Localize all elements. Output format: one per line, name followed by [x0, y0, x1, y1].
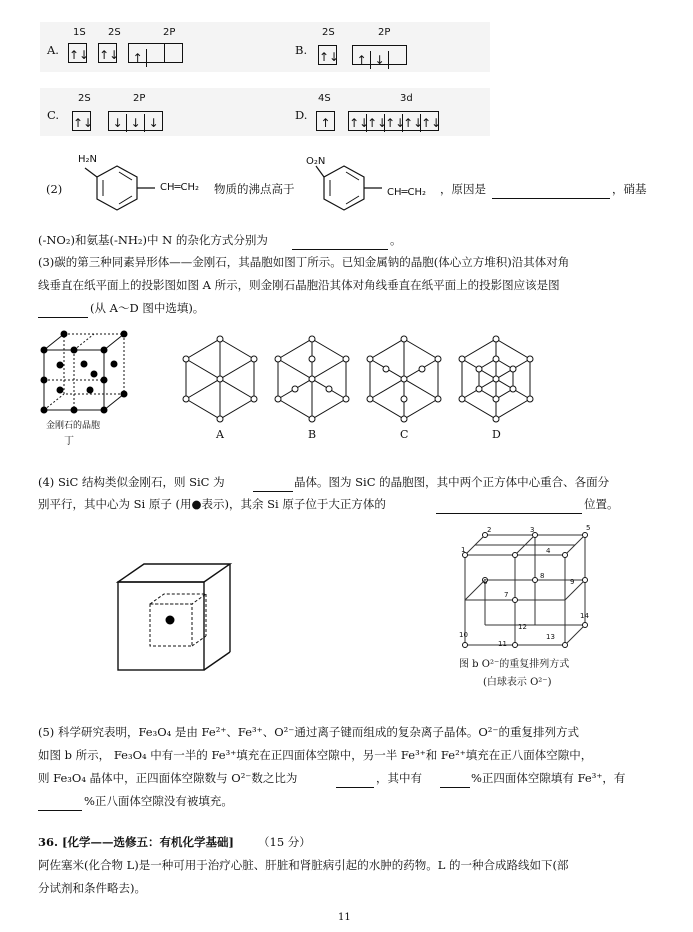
q5-answer-blank-1[interactable]: [336, 775, 374, 788]
orbital-cell: ↑↓: [403, 115, 424, 130]
q2-mol2-substituent: O₂N: [306, 156, 326, 167]
option-d-letter: D.: [295, 108, 308, 122]
orbital-cell: [389, 46, 406, 64]
q4-answer-blank-1[interactable]: [253, 479, 293, 492]
orbital-cell: ↑↓: [99, 47, 120, 62]
diamond-unit-cell-diagram: [38, 330, 138, 420]
si-center-atom: [166, 616, 175, 625]
figure-b-node-label: 2: [487, 526, 492, 534]
q5-line3a: 则 Fe₃O₄ 晶体中，正四面体空隙数与 O²⁻数之比为: [38, 771, 298, 785]
figure-b-oxygen-lattice: [455, 525, 605, 650]
orbital-label: 1S: [73, 27, 86, 38]
q2-line2-end: 。: [390, 233, 402, 247]
figure-b-node-label: 4: [546, 547, 551, 555]
projection-label-d: D: [492, 428, 501, 441]
q4-line2: 别平行，其中心为 Si 原子 (用●表示)，其余 Si 原子位于大正方体的: [38, 497, 386, 511]
page-number: 11: [338, 912, 351, 923]
projection-d: [459, 336, 533, 422]
figure-b-node-label: 14: [580, 612, 589, 620]
figure-b-node-label: 8: [540, 572, 545, 580]
orbital-cell: [147, 44, 165, 62]
figure-b-node-label: 3: [530, 526, 535, 534]
q2-text-mid: 物质的沸点高于: [214, 182, 295, 196]
option-c-letter: C.: [47, 108, 60, 122]
orbital-cell: ↑↓: [385, 115, 406, 130]
orbital-diagram-b: [318, 44, 407, 65]
projection-diagrams: [180, 335, 530, 425]
q5-answer-blank-2[interactable]: [440, 775, 470, 788]
orbital-cell: ↓: [148, 115, 159, 130]
q2-text-tail2: ，硝基: [612, 182, 647, 196]
q4-line1: (4) SiC 结构类似金刚石，则 SiC 为: [38, 475, 225, 489]
q2-answer-blank-2[interactable]: [292, 237, 388, 250]
orbital-cell: ↓: [127, 114, 145, 132]
orbital-label: 2P: [378, 27, 391, 38]
orbital-cell: [165, 44, 182, 62]
orbital-diagram-c: [72, 110, 163, 131]
orbital-label: 2S: [108, 27, 121, 38]
figure-b-node-label: 9: [570, 578, 575, 586]
q2-mol1-chain: CH═CH₂: [160, 182, 200, 193]
projection-label-a: A: [216, 428, 224, 441]
projection-label-c: C: [400, 428, 409, 441]
orbital-diagram-a: [68, 42, 183, 63]
orbital-cell: ↓: [371, 51, 389, 69]
orbital-label: 2S: [322, 27, 335, 38]
q4-line2b: 位置。: [584, 497, 619, 511]
orbital-label: 4S: [318, 93, 331, 104]
figure-b-caption-note: (白球表示 O²⁻): [483, 677, 552, 688]
q5-line3c: %正四面体空隙填有 Fe³⁺，有: [471, 771, 626, 785]
q5-line2: 如图 b 所示， Fe₃O₄ 中有一半的 Fe³⁺填充在正四面体空隙中，另一半 Fe³⁺和 Fe²⁺填充在正八面体空隙中，: [38, 748, 593, 762]
q4-line1b: 晶体。图为 SiC 的晶胞图，其中两个正方体中心重合、各面分: [294, 475, 610, 489]
diamond-fig-label: 丁: [64, 436, 74, 447]
q5-line3b: ，其中有: [376, 771, 422, 785]
q2-line2: (-NO₂)和氨基(-NH₂)中 N 的杂化方式分别为: [38, 233, 268, 247]
q36-score: （15 分）: [258, 835, 311, 849]
q3-line2: 线垂直在纸平面上的投影图如图 A 所示，则金刚石晶胞沿其体对角线垂直在纸平面上的投影图应该是图: [38, 278, 560, 292]
orbital-cell: ↑↓: [69, 47, 90, 62]
orbital-cell: ↑↓: [319, 49, 340, 64]
orbital-cell: ↑↓: [73, 115, 94, 130]
q3-line1: (3)碳的第三种同素异形体——金刚石，其晶胞如图丁所示。已知金属钠的晶胞(体心立方堆积)沿其体对角: [38, 255, 570, 269]
figure-b-node-label: 5: [586, 524, 591, 532]
orbital-cell: ↑: [353, 51, 371, 69]
orbital-cell: ↑: [320, 115, 331, 130]
projection-label-b: B: [308, 428, 317, 441]
orbital-diagram-d: [316, 110, 442, 131]
orbital-cell: ↑↓: [367, 115, 388, 130]
figure-b-node-label: 6: [483, 578, 488, 586]
option-a-letter: A.: [47, 43, 59, 57]
projection-a: [183, 336, 257, 422]
diamond-fig-caption: 金刚石的晶胞: [46, 421, 101, 431]
q2-mol2-chain: CH═CH₂: [387, 187, 427, 198]
orbital-label: 2P: [133, 93, 146, 104]
orbital-label: 3d: [400, 93, 413, 104]
figure-b-node-label: 13: [546, 633, 555, 641]
figure-b-node-label: 1: [461, 546, 466, 554]
q4-answer-blank-2[interactable]: [436, 501, 582, 514]
q2-mol1-substituent: H₂N: [78, 154, 98, 165]
projection-c: [367, 336, 441, 422]
figure-b-caption: 图 b O²⁻的重复排列方式: [459, 659, 570, 670]
orbital-label: 2S: [78, 93, 91, 104]
q3-line3: (从 A～D 图中选填)。: [90, 301, 205, 315]
q36-line1: 阿佐塞米(化合物 L)是一种可用于治疗心脏、肝脏和肾脏病引起的水肿的药物。L 的一种合成路线如下(部: [38, 858, 569, 872]
q2-number: (2): [46, 182, 63, 196]
figure-b-node-label: 10: [459, 631, 468, 639]
option-b-letter: B.: [295, 43, 308, 57]
q2-answer-blank-1[interactable]: [492, 186, 610, 199]
q5-answer-blank-3[interactable]: [38, 798, 82, 811]
orbital-cell: ↑↓: [421, 115, 442, 130]
figure-b-node-label: 7: [504, 591, 509, 599]
sic-unit-cell-diagram: [110, 560, 240, 680]
q5-line4: %正八面体空隙没有被填充。: [84, 794, 233, 808]
q36-title: 36. [化学——选修五：有机化学基础]: [38, 835, 234, 849]
q3-answer-blank[interactable]: [38, 305, 88, 318]
q36-line2: 分试剂和条件略去)。: [38, 881, 146, 895]
projection-b: [275, 336, 349, 422]
q2-text-tail1: ，原因是: [440, 182, 486, 196]
q5-line1: (5) 科学研究表明，Fe₃O₄ 是由 Fe²⁺、Fe³⁺、O²⁻通过离子键而组成的复杂离子晶体。O²⁻的重复排列方式: [38, 725, 579, 739]
orbital-cell: ↓: [109, 114, 127, 132]
orbital-cell: ↑: [129, 49, 147, 67]
orbital-label: 2P: [163, 27, 176, 38]
orbital-cell: ↑↓: [349, 115, 370, 130]
figure-b-node-label: 12: [518, 623, 527, 631]
figure-b-node-label: 11: [498, 640, 507, 648]
